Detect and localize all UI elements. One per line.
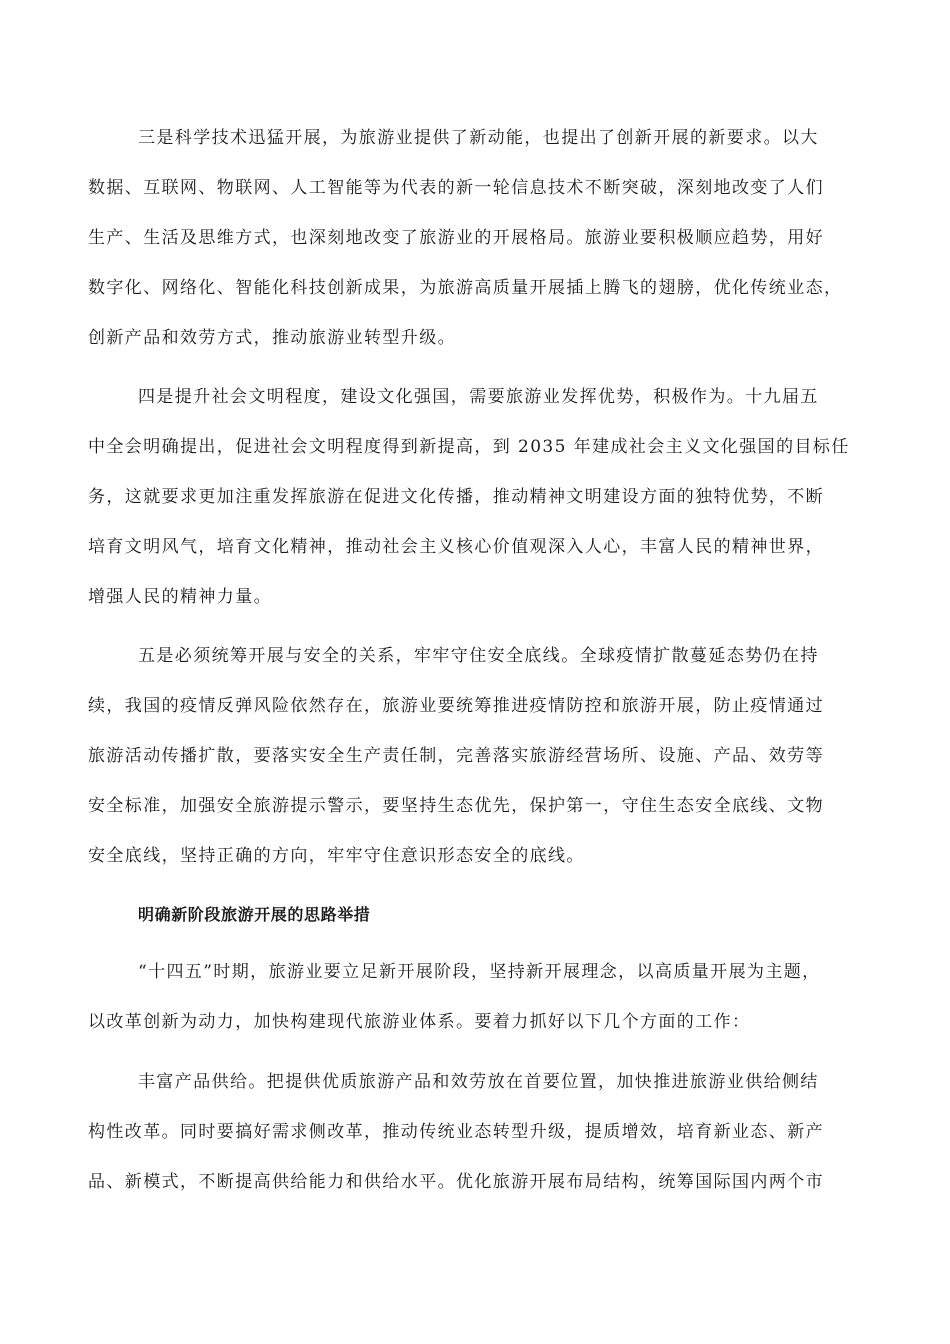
paragraph-line: 四是提升社会文明程度，建设文化强国，需要旅游业发挥优势，积极作为。十九届五 xyxy=(138,387,819,407)
paragraph-line: 以改革创新为动力，加快构建现代旅游业体系。要着力抓好以下几个方面的工作： xyxy=(88,1012,751,1032)
paragraph-line: 培育文明风气，培育文化精神，推动社会主义核心价值观深入人心，丰富人民的精神世界， xyxy=(88,537,824,557)
paragraph-line: “十四五”时期，旅游业要立足新开展阶段，坚持新开展理念，以高质量开展为主题， xyxy=(138,962,821,982)
paragraph-line: 增强人民的精神力量。 xyxy=(88,587,272,607)
paragraph-line: 安全标准，加强安全旅游提示警示，要坚持生态优先，保护第一，守住生态安全底线、文物 xyxy=(88,796,824,816)
paragraph-line: 三是科学技术迅猛开展，为旅游业提供了新动能，也提出了创新开展的新要求。以大 xyxy=(138,128,819,148)
paragraph-line: 数字化、网络化、智能化科技创新成果，为旅游高质量开展插上腾飞的翅膀，优化传统业态， xyxy=(88,278,843,298)
paragraph-line: 安全底线，坚持正确的方向，牢牢守住意识形态安全的底线。 xyxy=(88,846,585,866)
paragraph-line: 务，这就要求更加注重发挥旅游在促进文化传播，推动精神文明建设方面的独特优势，不断 xyxy=(88,487,824,507)
paragraph-line: 构性改革。同时要搞好需求侧改革，推动传统业态转型升级，提质增效，培育新业态、新产 xyxy=(88,1122,824,1142)
section-heading: 明确新阶段旅游开展的思路举措 xyxy=(138,905,371,924)
paragraph-line: 五是必须统筹开展与安全的关系，牢牢守住安全底线。全球疫情扩散蔓延态势仍在持 xyxy=(138,646,819,666)
paragraph-line: 创新产品和效劳方式，推动旅游业转型升级。 xyxy=(88,328,456,348)
paragraph-line: 数据、互联网、物联网、人工智能等为代表的新一轮信息技术不断突破，深刻地改变了人们 xyxy=(88,178,824,198)
paragraph-line: 丰富产品供给。把提供优质旅游产品和效劳放在首要位置，加快推进旅游业供给侧结 xyxy=(138,1072,819,1092)
paragraph-line: 生产、生活及思维方式，也深刻地改变了旅游业的开展格局。旅游业要积极顺应趋势，用好 xyxy=(88,228,824,248)
paragraph-line: 品、新模式，不断提高供给能力和供给水平。优化旅游开展布局结构，统筹国际国内两个市 xyxy=(88,1172,824,1192)
paragraph-line: 续，我国的疫情反弹风险依然存在，旅游业要统筹推进疫情防控和旅游开展，防止疫情通过 xyxy=(88,696,824,716)
paragraph-line: 中全会明确提出，促进社会文明程度得到新提高，到 2035 年建成社会主义文化强国的目标任 xyxy=(88,437,850,457)
paragraph-line: 旅游活动传播扩散，要落实安全生产责任制，完善落实旅游经营场所、设施、产品、效劳等 xyxy=(88,746,824,766)
